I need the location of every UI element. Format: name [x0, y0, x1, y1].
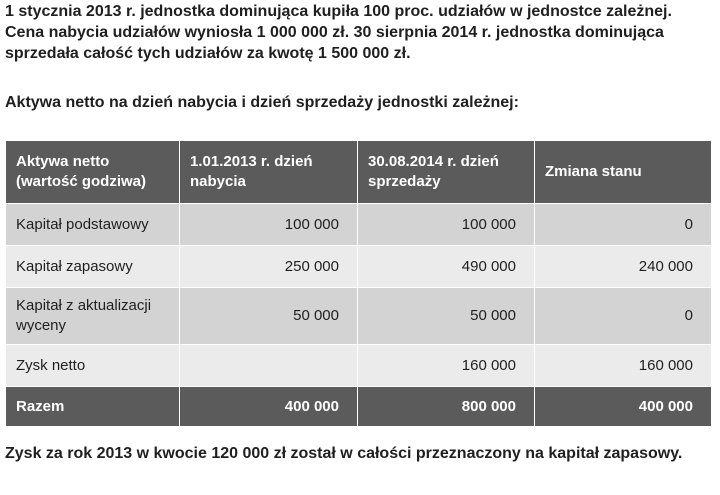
header-change: Zmiana stanu	[535, 141, 712, 204]
intro-paragraph: 1 stycznia 2013 r. jednostka dominująca kupiła 100 proc. udziałów w jednostce zależnej. Cena nabycia udziałów wyniosła 1 000 000 zł. 30 sierpnia 2014 r. jednostka dominująca sprzedała całość tych udziałów za kwotę 1 500 000 zł.	[5, 3, 672, 62]
total-change-value: 400 000	[535, 387, 712, 427]
header-sale-date: 30.08.2014 r. dzień sprzedaży	[358, 141, 535, 204]
sale-value: 160 000	[358, 345, 535, 387]
net-assets-table	[5, 140, 712, 427]
change-value: 240 000	[535, 246, 712, 288]
sale-value: 50 000	[358, 288, 535, 345]
row-label: Kapitał podstawowy	[6, 204, 180, 246]
acquisition-value: 250 000	[180, 246, 358, 288]
header-acquisition-date: 1.01.2013 r. dzień nabycia	[180, 141, 358, 204]
table-total-row	[6, 387, 712, 427]
change-value: 160 000	[535, 345, 712, 387]
row-label: Zysk netto	[6, 345, 180, 387]
acquisition-value	[180, 345, 358, 387]
sale-value: 490 000	[358, 246, 535, 288]
total-sale-value: 800 000	[358, 387, 535, 427]
total-label: Razem	[6, 387, 180, 427]
acquisition-value: 100 000	[180, 204, 358, 246]
table-row	[6, 345, 712, 387]
table-header-row	[6, 141, 712, 204]
row-label: Kapitał zapasowy	[6, 246, 180, 288]
acquisition-value: 50 000	[180, 288, 358, 345]
table-row	[6, 288, 712, 345]
header-net-assets: Aktywa netto (wartość godziwa)	[6, 141, 180, 204]
table-row	[6, 246, 712, 288]
change-value: 0	[535, 288, 712, 345]
row-label: Kapitał z aktualizacji wyceny	[6, 288, 180, 345]
closing-paragraph: Zysk za rok 2013 w kwocie 120 000 zł został w całości przeznaczony na kapitał zapasowy.	[5, 445, 683, 462]
table-row	[6, 204, 712, 246]
change-value: 0	[535, 204, 712, 246]
sale-value: 100 000	[358, 204, 535, 246]
total-acquisition-value: 400 000	[180, 387, 358, 427]
table-caption: Aktywa netto na dzień nabycia i dzień sprzedaży jednostki zależnej:	[5, 94, 519, 111]
